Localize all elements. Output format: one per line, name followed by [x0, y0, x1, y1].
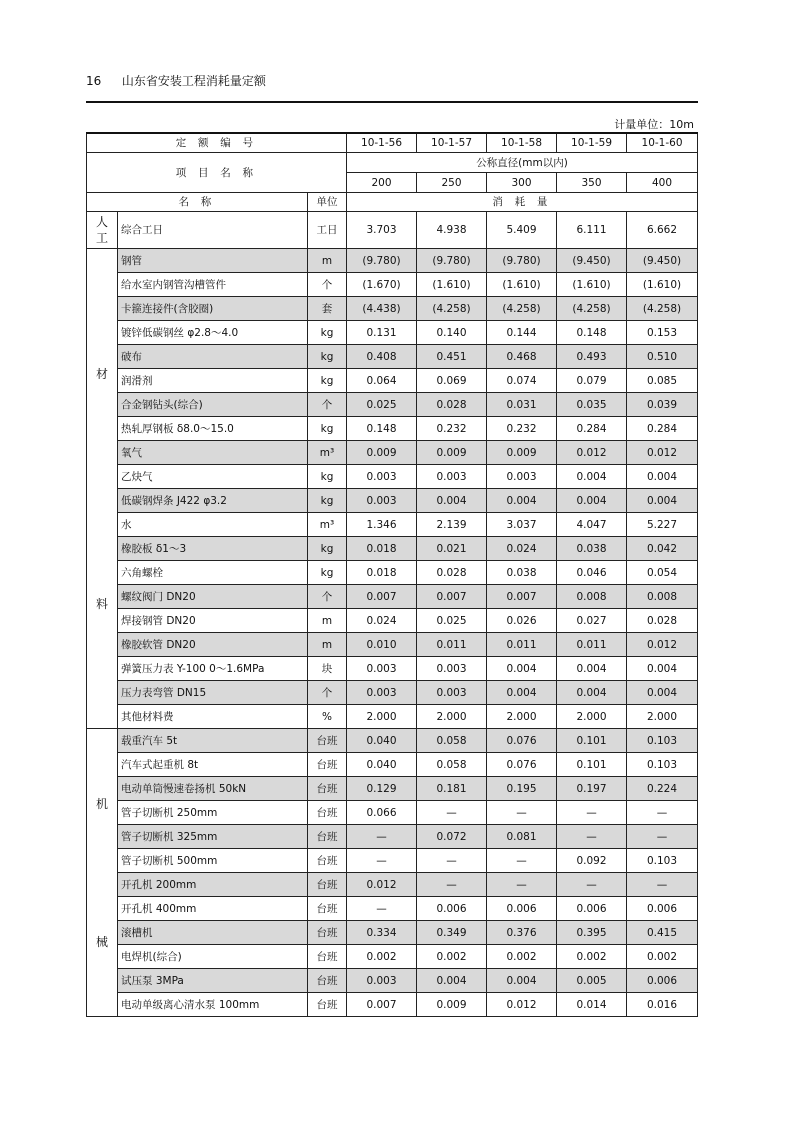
consumption-value: 0.003 [347, 489, 417, 513]
consumption-value: 0.284 [557, 417, 627, 441]
consumption-value: (1.610) [417, 273, 487, 297]
book-title: 山东省安装工程消耗量定额 [121, 74, 266, 88]
consumption-value: 0.058 [417, 729, 487, 753]
consumption-value: — [417, 801, 487, 825]
consumption-value: 0.066 [347, 801, 417, 825]
table-row [87, 801, 698, 825]
consumption-value: 0.012 [347, 873, 417, 897]
consumption-value: 0.510 [627, 345, 698, 369]
consumption-value: 6.662 [627, 212, 698, 249]
table-row [87, 585, 698, 609]
consumption-value: 0.003 [347, 657, 417, 681]
item-unit: kg [308, 465, 347, 489]
item-name: 载重汽车 5t [118, 729, 308, 753]
consumption-value: (4.258) [417, 297, 487, 321]
consumption-value: 0.035 [557, 393, 627, 417]
consumption-value: 0.040 [347, 753, 417, 777]
consumption-value: 0.012 [487, 993, 557, 1017]
header-divider [86, 101, 698, 103]
item-name-label: 项 目 名 称 [87, 153, 347, 193]
consumption-value: 0.092 [557, 849, 627, 873]
consumption-value: 0.006 [487, 897, 557, 921]
item-name: 破布 [118, 345, 308, 369]
consumption-value: 0.054 [627, 561, 698, 585]
consumption-value: 0.144 [487, 321, 557, 345]
item-name: 给水室内钢管沟槽管件 [118, 273, 308, 297]
page-header [86, 73, 698, 89]
consumption-value: 0.069 [417, 369, 487, 393]
consumption-value: 0.004 [557, 489, 627, 513]
consumption-value: 0.011 [557, 633, 627, 657]
item-name: 管子切断机 500mm [118, 849, 308, 873]
table-row [87, 873, 698, 897]
consumption-value: 0.039 [627, 393, 698, 417]
consumption-value: — [417, 849, 487, 873]
consumption-value: 0.003 [347, 969, 417, 993]
item-name: 热轧厚钢板 δ8.0～15.0 [118, 417, 308, 441]
consumption-value: 0.004 [557, 681, 627, 705]
consumption-value: 0.038 [487, 561, 557, 585]
item-unit: 个 [308, 681, 347, 705]
item-unit: m³ [308, 441, 347, 465]
table-row [87, 681, 698, 705]
item-name: 钢管 [118, 249, 308, 273]
item-name: 电动单级离心清水泵 100mm [118, 993, 308, 1017]
consumption-value: 0.195 [487, 777, 557, 801]
consumption-value: — [627, 825, 698, 849]
consumption-value: 0.003 [417, 681, 487, 705]
table-row [87, 825, 698, 849]
consumption-value: 0.002 [627, 945, 698, 969]
consumption-value: 0.224 [627, 777, 698, 801]
item-unit: 台班 [308, 729, 347, 753]
table-row [87, 369, 698, 393]
diameter-value: 300 [487, 173, 557, 193]
consumption-value: (9.450) [627, 249, 698, 273]
item-unit: kg [308, 537, 347, 561]
table-row [87, 993, 698, 1017]
consumption-value: 0.025 [417, 609, 487, 633]
consumption-value: 0.007 [347, 993, 417, 1017]
consumption-value: 0.181 [417, 777, 487, 801]
consumption-value: 0.003 [417, 465, 487, 489]
item-name: 水 [118, 513, 308, 537]
consumption-value: 2.000 [347, 705, 417, 729]
table-row [87, 897, 698, 921]
consumption-value: 0.012 [557, 441, 627, 465]
consumption-value: 0.064 [347, 369, 417, 393]
item-unit: 套 [308, 297, 347, 321]
consumption-value: 0.014 [557, 993, 627, 1017]
consumption-value: — [557, 825, 627, 849]
consumption-value: 0.415 [627, 921, 698, 945]
table-row [87, 633, 698, 657]
table-row [87, 657, 698, 681]
consumption-value: 0.031 [487, 393, 557, 417]
item-unit: 台班 [308, 753, 347, 777]
materials-category-cell [87, 249, 118, 729]
header-row-columns [87, 193, 698, 212]
consumption-value: 0.376 [487, 921, 557, 945]
item-unit: 台班 [308, 801, 347, 825]
consumption-value: 0.081 [487, 825, 557, 849]
item-name: 六角螺栓 [118, 561, 308, 585]
consumption-value: 0.009 [417, 993, 487, 1017]
consumption-value: 0.012 [627, 633, 698, 657]
table-row [87, 441, 698, 465]
consumption-value: 0.148 [557, 321, 627, 345]
item-name: 滚槽机 [118, 921, 308, 945]
consumption-value: 0.003 [347, 465, 417, 489]
table-row [87, 489, 698, 513]
consumption-value: 0.004 [627, 489, 698, 513]
table-row [87, 513, 698, 537]
item-name: 氧气 [118, 441, 308, 465]
consumption-value: 0.076 [487, 753, 557, 777]
table-row [87, 561, 698, 585]
consumption-value: 0.004 [627, 657, 698, 681]
quota-code: 10-1-58 [487, 133, 557, 153]
consumption-value: 4.047 [557, 513, 627, 537]
item-unit: 工日 [308, 212, 347, 249]
consumption-value: 3.037 [487, 513, 557, 537]
consumption-value: 0.007 [487, 585, 557, 609]
consumption-value: — [487, 873, 557, 897]
consumption-value: 0.042 [627, 537, 698, 561]
diameter-value: 200 [347, 173, 417, 193]
consumption-value: 0.028 [417, 561, 487, 585]
consumption-value: (4.258) [627, 297, 698, 321]
header-row-diameter-label [87, 153, 698, 173]
consumption-value: 0.006 [627, 897, 698, 921]
consumption-value: 0.101 [557, 753, 627, 777]
consumption-value: 2.139 [417, 513, 487, 537]
category-char: 材 [95, 366, 108, 381]
consumption-value: 0.395 [557, 921, 627, 945]
item-unit: 台班 [308, 945, 347, 969]
name-column-label: 名 称 [87, 193, 308, 212]
consumption-value: (9.450) [557, 249, 627, 273]
item-unit: kg [308, 369, 347, 393]
diameter-label: 公称直径(mm以内) [347, 153, 698, 173]
consumption-value: 5.227 [627, 513, 698, 537]
consumption-value: 0.011 [487, 633, 557, 657]
item-unit: 块 [308, 657, 347, 681]
consumption-label: 消 耗 量 [347, 193, 698, 212]
consumption-value: (1.610) [557, 273, 627, 297]
consumption-value: (9.780) [417, 249, 487, 273]
item-name: 合金钢钻头(综合) [118, 393, 308, 417]
table-row [87, 849, 698, 873]
consumption-value: 0.018 [347, 537, 417, 561]
item-unit: m [308, 609, 347, 633]
table-row [87, 945, 698, 969]
consumption-value: 5.409 [487, 212, 557, 249]
consumption-value: 0.005 [557, 969, 627, 993]
consumption-value: 0.284 [627, 417, 698, 441]
consumption-value: 0.007 [417, 585, 487, 609]
consumption-value: — [417, 873, 487, 897]
consumption-value: 0.004 [487, 489, 557, 513]
consumption-value: 6.111 [557, 212, 627, 249]
consumption-value: 0.010 [347, 633, 417, 657]
consumption-value: 0.009 [487, 441, 557, 465]
item-name: 橡胶板 δ1～3 [118, 537, 308, 561]
consumption-value: 0.004 [557, 657, 627, 681]
consumption-value: (4.258) [487, 297, 557, 321]
category-char: 工 [95, 231, 108, 245]
consumption-value: 0.004 [417, 969, 487, 993]
consumption-value: (4.258) [557, 297, 627, 321]
consumption-value: 0.129 [347, 777, 417, 801]
table-row [87, 417, 698, 441]
table-row [87, 921, 698, 945]
consumption-value: 0.016 [627, 993, 698, 1017]
category-char: 料 [95, 596, 108, 611]
item-name: 其他材料费 [118, 705, 308, 729]
consumption-value: 0.004 [487, 657, 557, 681]
consumption-value: 0.103 [627, 729, 698, 753]
table-row [87, 537, 698, 561]
consumption-value: 0.002 [417, 945, 487, 969]
item-name: 橡胶软管 DN20 [118, 633, 308, 657]
consumption-value: — [627, 801, 698, 825]
consumption-value: 0.006 [627, 969, 698, 993]
item-name: 电焊机(综合) [118, 945, 308, 969]
table-row [87, 321, 698, 345]
consumption-value: 0.004 [627, 681, 698, 705]
consumption-value: 0.004 [487, 681, 557, 705]
item-unit: 台班 [308, 993, 347, 1017]
table-row [87, 753, 698, 777]
table-row [87, 393, 698, 417]
consumption-value: 0.074 [487, 369, 557, 393]
item-unit: 个 [308, 393, 347, 417]
consumption-value: 0.349 [417, 921, 487, 945]
item-name: 润滑剂 [118, 369, 308, 393]
header-row-codes [87, 133, 698, 153]
item-unit: 台班 [308, 849, 347, 873]
item-name: 管子切断机 325mm [118, 825, 308, 849]
item-unit: 台班 [308, 825, 347, 849]
consumption-value: 0.493 [557, 345, 627, 369]
consumption-value: 2.000 [487, 705, 557, 729]
consumption-value: 0.103 [627, 849, 698, 873]
consumption-value: (4.438) [347, 297, 417, 321]
item-name: 管子切断机 250mm [118, 801, 308, 825]
item-unit: 台班 [308, 921, 347, 945]
measurement-unit-note: 计量单位：10m [614, 118, 694, 131]
consumption-value: 0.038 [557, 537, 627, 561]
consumption-value: 0.040 [347, 729, 417, 753]
consumption-value: 0.003 [487, 465, 557, 489]
consumption-value: 0.072 [417, 825, 487, 849]
table-row [87, 212, 698, 249]
consumption-value: 0.007 [347, 585, 417, 609]
diameter-value: 400 [627, 173, 698, 193]
item-unit: m [308, 249, 347, 273]
consumption-value: 4.938 [417, 212, 487, 249]
diameter-value: 250 [417, 173, 487, 193]
item-unit: 个 [308, 273, 347, 297]
consumption-value: 0.002 [347, 945, 417, 969]
item-unit: m [308, 633, 347, 657]
item-name: 卡箍连接件(含胶圈) [118, 297, 308, 321]
item-unit: kg [308, 321, 347, 345]
machinery-category-cell [87, 729, 118, 1017]
unit-column-label: 单位 [308, 193, 347, 212]
consumption-value: — [347, 849, 417, 873]
consumption-value: 0.232 [417, 417, 487, 441]
table-row [87, 273, 698, 297]
diameter-value: 350 [557, 173, 627, 193]
item-name: 弹簧压力表 Y-100 0～1.6MPa [118, 657, 308, 681]
consumption-value: 0.085 [627, 369, 698, 393]
consumption-value: 0.103 [627, 753, 698, 777]
table-row [87, 777, 698, 801]
category-char: 人 [95, 215, 108, 229]
consumption-value: — [487, 849, 557, 873]
consumption-value: — [557, 801, 627, 825]
consumption-value: 0.009 [417, 441, 487, 465]
consumption-value: 0.232 [487, 417, 557, 441]
consumption-value: 0.451 [417, 345, 487, 369]
consumption-value: 0.148 [347, 417, 417, 441]
consumption-value: 0.025 [347, 393, 417, 417]
table-row [87, 609, 698, 633]
consumption-value: 0.079 [557, 369, 627, 393]
consumption-value: 3.703 [347, 212, 417, 249]
consumption-value: 0.101 [557, 729, 627, 753]
table-row [87, 465, 698, 489]
consumption-value: (9.780) [487, 249, 557, 273]
page-number: 16 [86, 74, 102, 88]
item-name: 低碳钢焊条 J422 φ3.2 [118, 489, 308, 513]
item-unit: 台班 [308, 897, 347, 921]
consumption-value: 0.058 [417, 753, 487, 777]
consumption-value: 0.008 [557, 585, 627, 609]
item-name: 螺纹阀门 DN20 [118, 585, 308, 609]
consumption-value: 0.004 [487, 969, 557, 993]
consumption-value: 0.153 [627, 321, 698, 345]
consumption-value: 2.000 [417, 705, 487, 729]
item-unit: m³ [308, 513, 347, 537]
labor-category-cell [87, 212, 118, 249]
item-name: 焊接钢管 DN20 [118, 609, 308, 633]
quota-table [86, 132, 698, 1017]
item-name: 压力表弯管 DN15 [118, 681, 308, 705]
consumption-value: 0.012 [627, 441, 698, 465]
code-label: 定 额 编 号 [87, 133, 347, 153]
consumption-value: 0.026 [487, 609, 557, 633]
consumption-value: 0.140 [417, 321, 487, 345]
consumption-value: 0.011 [417, 633, 487, 657]
item-name: 综合工日 [118, 212, 308, 249]
consumption-value: 0.027 [557, 609, 627, 633]
item-name: 汽车式起重机 8t [118, 753, 308, 777]
item-name: 开孔机 400mm [118, 897, 308, 921]
consumption-value: — [627, 873, 698, 897]
consumption-value: 0.002 [487, 945, 557, 969]
item-unit: 个 [308, 585, 347, 609]
quota-code: 10-1-56 [347, 133, 417, 153]
consumption-value: 0.003 [347, 681, 417, 705]
table-row [87, 249, 698, 273]
consumption-value: 0.197 [557, 777, 627, 801]
consumption-value: — [487, 801, 557, 825]
quota-code: 10-1-57 [417, 133, 487, 153]
consumption-value: 0.024 [487, 537, 557, 561]
item-unit: kg [308, 489, 347, 513]
consumption-value: 0.002 [557, 945, 627, 969]
consumption-value: 0.018 [347, 561, 417, 585]
consumption-value: 0.009 [347, 441, 417, 465]
consumption-value: 0.006 [557, 897, 627, 921]
category-char: 械 [95, 934, 108, 949]
consumption-value: 0.046 [557, 561, 627, 585]
consumption-value: — [347, 897, 417, 921]
item-unit: 台班 [308, 873, 347, 897]
consumption-value: 2.000 [627, 705, 698, 729]
item-unit: 台班 [308, 777, 347, 801]
item-name: 开孔机 200mm [118, 873, 308, 897]
consumption-value: 0.408 [347, 345, 417, 369]
consumption-value: (9.780) [347, 249, 417, 273]
consumption-value: 0.334 [347, 921, 417, 945]
consumption-value: 2.000 [557, 705, 627, 729]
consumption-value: 0.008 [627, 585, 698, 609]
consumption-value: 0.076 [487, 729, 557, 753]
consumption-value: 0.028 [627, 609, 698, 633]
table-row [87, 729, 698, 753]
consumption-value: 0.468 [487, 345, 557, 369]
consumption-value: (1.670) [347, 273, 417, 297]
item-name: 电动单筒慢速卷扬机 50kN [118, 777, 308, 801]
item-unit: % [308, 705, 347, 729]
consumption-value: 0.021 [417, 537, 487, 561]
item-name: 镀锌低碳钢丝 φ2.8～4.0 [118, 321, 308, 345]
consumption-value: 0.006 [417, 897, 487, 921]
category-char: 机 [95, 796, 108, 811]
item-unit: kg [308, 417, 347, 441]
consumption-value: — [347, 825, 417, 849]
consumption-value: 1.346 [347, 513, 417, 537]
consumption-value: 0.028 [417, 393, 487, 417]
consumption-value: — [557, 873, 627, 897]
item-name: 试压泵 3MPa [118, 969, 308, 993]
table-row [87, 345, 698, 369]
consumption-value: 0.004 [557, 465, 627, 489]
consumption-value: 0.024 [347, 609, 417, 633]
item-unit: 台班 [308, 969, 347, 993]
table-row [87, 705, 698, 729]
quota-code: 10-1-60 [627, 133, 698, 153]
consumption-value: 0.003 [417, 657, 487, 681]
consumption-value: (1.610) [627, 273, 698, 297]
table-row [87, 969, 698, 993]
consumption-value: 0.004 [627, 465, 698, 489]
table-row [87, 297, 698, 321]
item-name: 乙炔气 [118, 465, 308, 489]
item-unit: kg [308, 561, 347, 585]
item-unit: kg [308, 345, 347, 369]
consumption-value: 0.004 [417, 489, 487, 513]
consumption-value: 0.131 [347, 321, 417, 345]
consumption-value: (1.610) [487, 273, 557, 297]
quota-code: 10-1-59 [557, 133, 627, 153]
